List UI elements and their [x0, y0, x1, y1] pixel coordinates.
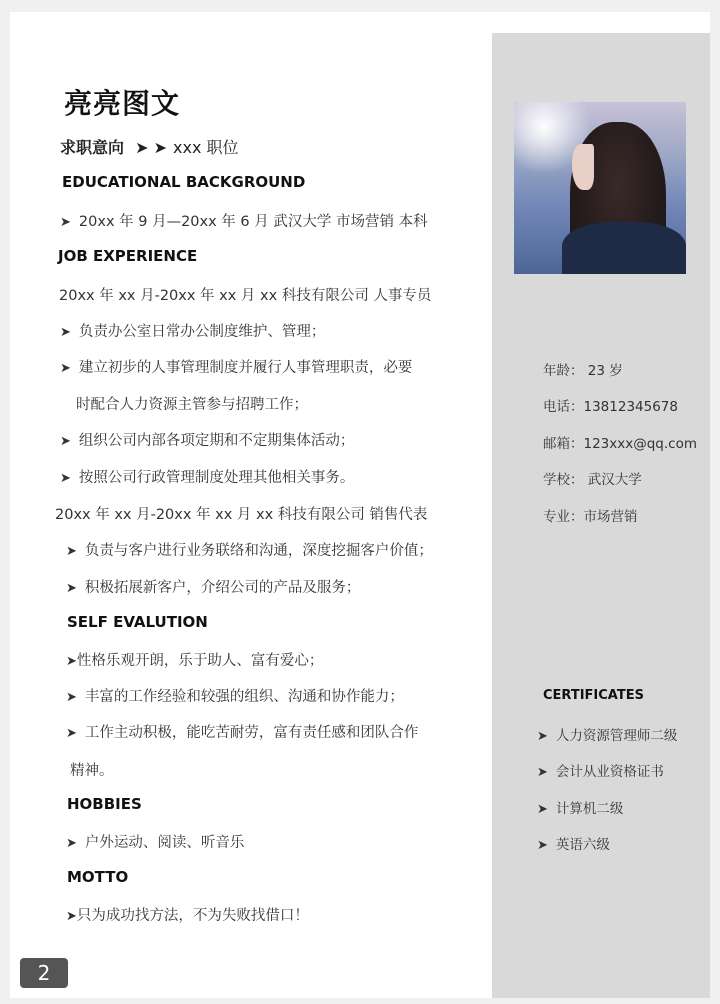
info-school: 学校： 武汉大学 [543, 472, 642, 488]
certificate-item: ➤ 人力资源管理师二级 [537, 728, 678, 744]
motto-heading: MOTTO [67, 868, 129, 886]
job-company-2: 20xx 年 xx 月-20xx 年 xx 月 xx 科技有限公司 销售代表 [55, 507, 428, 523]
duty-item: ➤ 积极拓展新客户，介绍公司的产品及服务； [66, 580, 361, 596]
info-major: 专业：市场营销 [543, 509, 638, 525]
arrow-icon: ➤ [537, 802, 548, 817]
self-heading: SELF EVALUTION [67, 613, 208, 631]
arrow-icon: ➤ [60, 361, 71, 376]
arrow-icon: ➤ [66, 581, 77, 596]
arrow-icon: ➤ [66, 909, 77, 924]
duty-item: ➤ 按照公司行政管理制度处理其他相关事务。 [60, 470, 355, 486]
self-item-continued: 精神。 [70, 763, 114, 779]
candidate-name: 亮亮图文 [64, 87, 181, 120]
arrow-icon: ➤ [60, 471, 71, 486]
arrow-icon: ➤ [60, 434, 71, 449]
duty-item-continued: 时配合人力资源主管参与招聘工作； [76, 397, 308, 413]
arrow-icon: ➤ [537, 838, 548, 853]
job-intent-label: 求职意向 [60, 138, 125, 157]
job-heading: JOB EXPERIENCE [58, 247, 198, 265]
job-intent [60, 135, 239, 158]
duty-item: ➤ 组织公司内部各项定期和不定期集体活动； [60, 433, 355, 449]
motto-line: ➤只为成功找方法，不为失败找借口！ [66, 908, 309, 924]
job-intent-arrows: ➤ ➤ [135, 138, 168, 157]
self-item: ➤ 丰富的工作经验和较强的组织、沟通和协作能力； [66, 689, 404, 705]
certificate-item: ➤ 会计从业资格证书 [537, 764, 664, 780]
certificates-heading: CERTIFICATES [543, 688, 644, 703]
arrow-icon: ➤ [66, 654, 77, 669]
arrow-icon: ➤ [66, 544, 77, 559]
duty-item: ➤ 建立初步的人事管理制度并履行人事管理职责，必要 [60, 360, 413, 376]
job-intent-value: xxx 职位 [173, 138, 239, 157]
arrow-icon: ➤ [66, 726, 77, 741]
certificate-item: ➤ 计算机二级 [537, 801, 624, 817]
education-line: ➤ 20xx 年 9 月—20xx 年 6 月 武汉大学 市场营销 本科 [60, 214, 428, 230]
duty-item: ➤ 负责办公室日常办公制度维护、管理； [60, 324, 326, 340]
arrow-icon: ➤ [60, 325, 71, 340]
profile-photo [514, 102, 686, 274]
arrow-icon: ➤ [537, 765, 548, 780]
page-number-badge: 2 [20, 958, 68, 988]
self-item: ➤性格乐观开朗，乐于助人、富有爱心； [66, 653, 324, 669]
self-item: ➤ 工作主动积极，能吃苦耐劳，富有责任感和团队合作 [66, 725, 419, 741]
hobbies-heading: HOBBIES [67, 795, 142, 813]
duty-item: ➤ 负责与客户进行业务联络和沟通，深度挖掘客户价值； [66, 543, 433, 559]
arrow-icon: ➤ [66, 836, 77, 851]
arrow-icon: ➤ [66, 690, 77, 705]
info-phone: 电话：13812345678 [543, 399, 678, 415]
job-company-1: 20xx 年 xx 月-20xx 年 xx 月 xx 科技有限公司 人事专员 [59, 288, 432, 304]
hobbies-line: ➤ 户外运动、阅读、听音乐 [66, 835, 245, 851]
arrow-icon: ➤ [60, 215, 71, 230]
info-email: 邮箱：123xxx@qq.com [543, 436, 697, 452]
info-age: 年龄： 23 岁 [543, 363, 623, 379]
arrow-icon: ➤ [537, 729, 548, 744]
education-heading: EDUCATIONAL BACKGROUND [62, 173, 306, 191]
certificate-item: ➤ 英语六级 [537, 837, 610, 853]
